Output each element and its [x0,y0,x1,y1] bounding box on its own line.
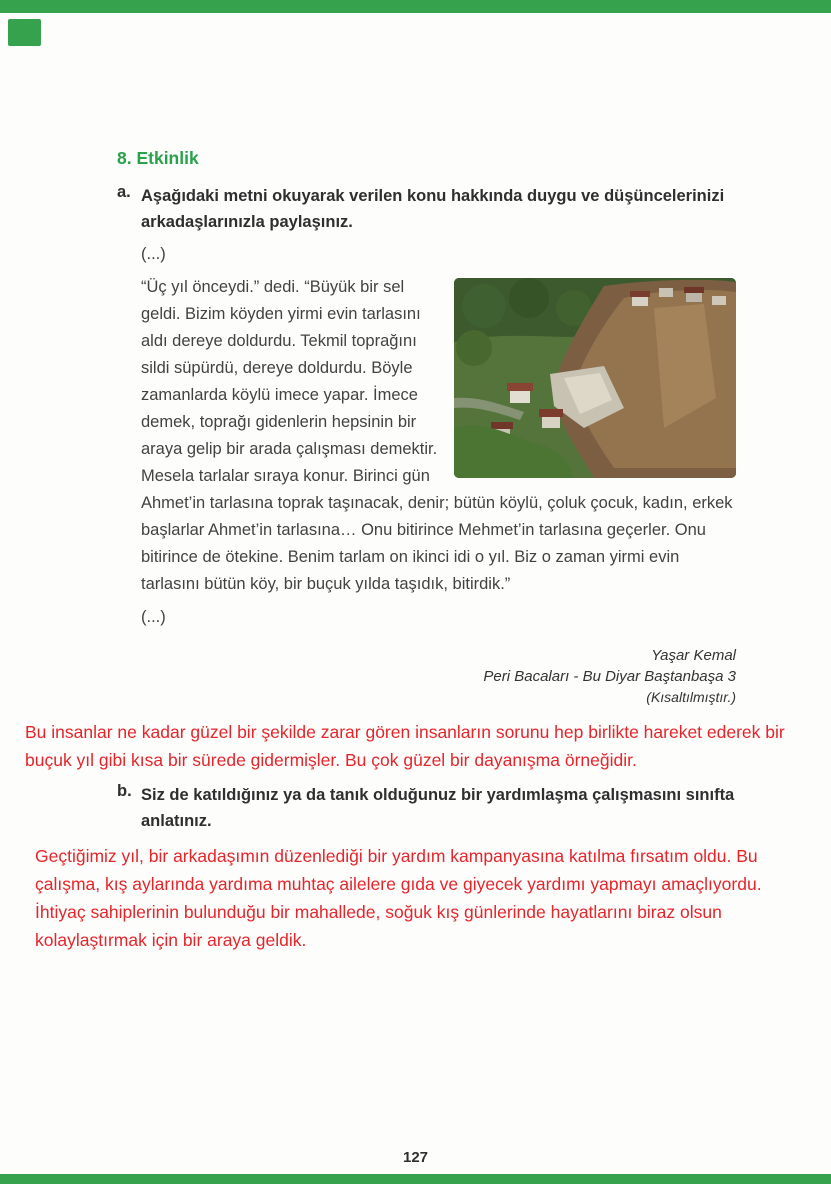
handwritten-answer-a: Bu insanlar ne kadar güzel bir şekilde zarar gören insanların sorunu hep birlikte hareket ederek bir buçuk yıl gibi kısa bir sürede gidermişler. Bu çok güzel bir dayanışma örneğidir. [25,722,785,770]
item-a-prompt: Aşağıdaki metni okuyarak verilen konu hakkında duygu ve düşüncelerinizi arkadaşlarınızla paylaşınız. [141,187,725,231]
item-a [117,183,736,235]
passage-text: “Üç yıl önceydi.” dedi. “Büyük bir sel geldi. Bizim köyden yirmi evin tarlasını aldı dereye doldurdu. Tekmil toprağını sildi süpürdü, dereye doldurdu. Böyle zamanlarda köylü imece yapar. İmece demek, toprağı gidenlerin hepsinin bir araya gelip bir arada çalışması demektir. Mesela tarlalar sıraya konur. Birinci gün Ahmet’in tarlasına toprak taşınacak, denir; bütün köylü, çoluk çocuk, kadın, erkek başlarlar Ahmet’in tarlasına… Onu bitirince Mehmet’in tarlasına geçerler. Onu bitirince de ötekine. Benim tarlam on ikinci idi o yıl. Biz o zaman yirmi evin tarlasını bütün köy, bir buçuk yılda taşıdık, bitirdik.” [141,278,733,593]
landslide-photo-graphic [454,278,736,478]
attribution-author: Yaşar Kemal [651,647,736,664]
ellipsis-top: (...) [141,245,166,263]
ellipsis-bottom: (...) [141,608,166,626]
attribution-work: Peri Bacaları - Bu Diyar Baştanbaşa 3 [483,668,736,685]
bottom-green-bar [0,1174,831,1184]
attribution-note: (Kısaltılmıştır.) [646,689,736,705]
item-b [117,782,736,834]
attribution [141,645,736,708]
passage-block [141,241,736,708]
item-b-prompt: Siz de katıldığınız ya da tanık olduğunuz bir yardımlaşma çalışmasını sınıfta anlatınız. [141,786,735,830]
page-number: 127 [402,1149,429,1166]
landslide-photo [454,278,736,478]
handwritten-answer-b: Geçtiğimiz yıl, bir arkadaşımın düzenlediği bir yardım kampanyasına katılma fırsatım oldu. Bu çalışma, kış aylarında yardıma muhtaç ailelere gıda ve giyecek yardımı yapmayı amaçlıyordu. İhtiyaç sahiplerinin bulunduğu bir mahallede, soğuk kış günlerinde hayatlarını biraz olsun kolaylaştırmak için bir araya geldik. [35,846,762,950]
item-a-label: a. [117,183,131,201]
activity-title: 8. Etkinlik [117,148,199,168]
item-b-label: b. [117,782,132,800]
